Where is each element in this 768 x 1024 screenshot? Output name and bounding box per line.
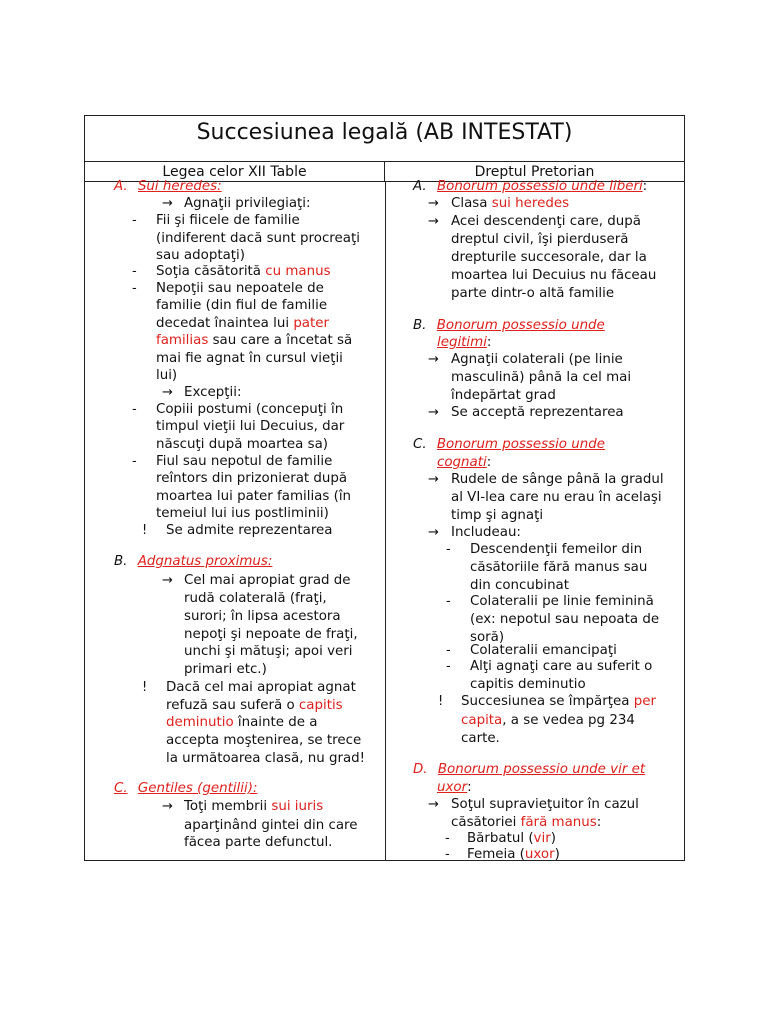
left-b-note: la următoarea clasă, nu grad!: [166, 751, 366, 766]
dash-bullet-icon: -: [132, 402, 137, 417]
right-c1-line: Rudele de sânge până la gradul: [451, 472, 664, 487]
right-b1-line: îndepărtat grad: [451, 388, 556, 403]
left-a-agnati: Agnaţii privilegiaţi:: [184, 196, 311, 211]
dash-bullet-icon: -: [132, 213, 137, 228]
right-d-heading-cont: uxor:: [437, 780, 472, 795]
right-c-heading-cont: cognati:: [437, 455, 492, 470]
right-c2-line: Includeau:: [451, 525, 521, 540]
left-b-heading: B. Adgnatus proximus:: [114, 554, 273, 569]
right-arrow-icon: →: [428, 472, 439, 487]
right-a2-line: Acei descendenţi care, după: [451, 214, 641, 229]
exclamation-icon: !: [142, 523, 148, 538]
right-b2-line: Se acceptă reprezentarea: [451, 405, 624, 420]
right-d1b-line: Femeia (uxor): [467, 847, 560, 862]
document-title: Succesiunea legală (AB INTESTAT): [85, 116, 684, 162]
dash-bullet-icon: -: [445, 847, 450, 862]
right-a2-line: drepturile succesorale, dar la: [451, 250, 647, 265]
left-a-title: Sui heredes:: [137, 179, 222, 194]
left-a2-line: Soţia căsătorită cu manus: [156, 264, 331, 279]
left-a3-line: familie (din fiul de familie: [156, 298, 328, 313]
dash-bullet-icon: -: [446, 542, 451, 557]
right-a2-line: dreptul civil, îşi pierduseră: [451, 232, 629, 247]
left-e1-line: timpul vieţii lui Decuius, dar: [156, 419, 345, 434]
right-a-heading: A. Bonorum possessio unde liberi:: [413, 179, 648, 194]
left-e2-line: temeiul lui ius postliminii): [156, 506, 329, 521]
left-c1-line: Toţi membrii sui iuris: [184, 799, 324, 814]
right-d1a-line: Bărbatul (vir): [467, 831, 556, 846]
right-c2b-line: Colateralii pe linie feminină: [470, 594, 654, 609]
left-c-heading: C. Gentiles (gentilii):: [114, 781, 258, 796]
left-e2-line: reîntors din prizonierat după: [156, 471, 348, 486]
dash-bullet-icon: -: [446, 594, 451, 609]
left-a-note: Se admite reprezentarea: [166, 523, 333, 538]
right-c2d-line: Alţi agnaţi care au suferit o: [470, 659, 653, 674]
right-c2a-line: din concubinat: [470, 578, 570, 593]
left-a-letter: A.: [114, 179, 128, 194]
dash-bullet-icon: -: [445, 831, 450, 846]
left-b1-line: primari etc.): [184, 662, 267, 677]
left-e1-line: Copiii postumi (concepuţi în: [156, 402, 344, 417]
right-arrow-icon: →: [162, 385, 173, 400]
left-a3-line: mai fie agnat în cursul vieţii: [156, 351, 343, 366]
left-a1-line: (indiferent dacă sunt procreaţi: [156, 231, 360, 246]
right-c2a-line: Descendenţii femeilor din: [470, 542, 643, 557]
left-a3-line: lui): [156, 368, 178, 383]
right-c1-line: timp şi agnaţi: [451, 508, 544, 523]
exclamation-icon: !: [438, 694, 444, 709]
left-exceptii: Excepţii:: [184, 385, 242, 400]
left-a-heading: [114, 178, 222, 196]
right-c2a-line: căsătoriile fără manus sau: [470, 560, 648, 575]
right-arrow-icon: →: [162, 799, 173, 814]
column-divider: [385, 182, 386, 860]
left-a3-line: Nepoţii sau nepoatele de: [156, 281, 324, 296]
right-b-heading-cont: legitimi:: [437, 335, 492, 350]
left-a1-line: sau adoptaţi): [156, 248, 245, 263]
column-header-xii-tables: Legea celor XII Table: [85, 162, 385, 182]
right-c1-line: al VI-lea care nu erau în acelaşi: [451, 490, 662, 505]
exclamation-icon: !: [142, 680, 148, 695]
left-b1-line: Cel mai apropiat grad de: [184, 573, 351, 588]
dash-bullet-icon: -: [446, 643, 451, 658]
left-b-note: deminutio înainte de a: [166, 715, 318, 730]
left-a3-line: familias sau care a încetat să: [156, 333, 353, 348]
dash-bullet-icon: -: [132, 454, 137, 469]
right-c2b-line: (ex: nepotul sau nepoata de: [470, 612, 660, 627]
right-arrow-icon: →: [428, 797, 439, 812]
right-b-heading: B. Bonorum possessio unde: [413, 318, 605, 333]
left-b1-line: rudă colaterală (fraţi,: [184, 591, 327, 606]
left-b-note: refuză sau suferă o capitis: [166, 698, 343, 713]
right-d1-line: Soţul supravieţuitor în cazul: [451, 797, 639, 812]
right-c-note: capita, a se vedea pg 234: [461, 713, 635, 728]
right-c2d-line: capitis deminutio: [470, 677, 586, 692]
right-d-heading: D. Bonorum possessio unde vir et: [413, 762, 646, 777]
right-arrow-icon: →: [428, 196, 439, 211]
left-a3-line: decedat înaintea lui pater: [156, 316, 330, 331]
right-arrow-icon: →: [428, 405, 439, 420]
left-b-note: Dacă cel mai apropiat agnat: [166, 680, 356, 695]
left-a1-line: Fii şi fiicele de familie: [156, 213, 300, 228]
right-a2-line: moartea lui Decuius nu făceau: [451, 268, 657, 283]
right-a2-line: parte dintr-o altă familie: [451, 286, 615, 301]
dash-bullet-icon: -: [132, 264, 137, 279]
right-c-heading: C. Bonorum possessio unde: [413, 437, 605, 452]
right-d1-line: căsătoriei fără manus:: [451, 815, 602, 830]
right-arrow-icon: →: [162, 196, 173, 211]
left-b1-line: nepoţi şi nepoate de fraţi,: [184, 627, 358, 642]
left-e1-line: născuţi după moartea sa): [156, 437, 328, 452]
left-c1-line: făcea parte defunctul.: [184, 835, 333, 850]
right-arrow-icon: →: [162, 573, 173, 588]
right-c-note: Succesiunea se împărţea per: [461, 694, 656, 709]
left-b1-line: surori; în lipsa acestora: [184, 609, 341, 624]
left-c1-line: aparţinând gintei din care: [184, 818, 358, 833]
left-e2-line: Fiul sau nepotul de familie: [156, 454, 333, 469]
right-a1-line: Clasa sui heredes: [451, 196, 570, 211]
right-arrow-icon: →: [428, 352, 439, 367]
right-b1-line: masculină) până la cel mai: [451, 370, 632, 385]
dash-bullet-icon: -: [132, 281, 137, 296]
right-b1-line: Agnaţii colaterali (pe linie: [451, 352, 623, 367]
right-c-note: carte.: [461, 731, 500, 746]
column-header-praetorian: Dreptul Pretorian: [385, 162, 684, 182]
right-c2c-line: Colateralii emancipaţi: [470, 643, 617, 658]
right-c2b-line: soră): [470, 630, 505, 645]
left-e2-line: moartea lui pater familias (în: [156, 489, 352, 504]
right-arrow-icon: →: [428, 525, 439, 540]
left-b-note: accepta moştenirea, se trece: [166, 733, 362, 748]
dash-bullet-icon: -: [446, 659, 451, 674]
right-arrow-icon: →: [428, 214, 439, 229]
left-b1-line: unchi şi mătuşi; apoi veri: [184, 644, 353, 659]
